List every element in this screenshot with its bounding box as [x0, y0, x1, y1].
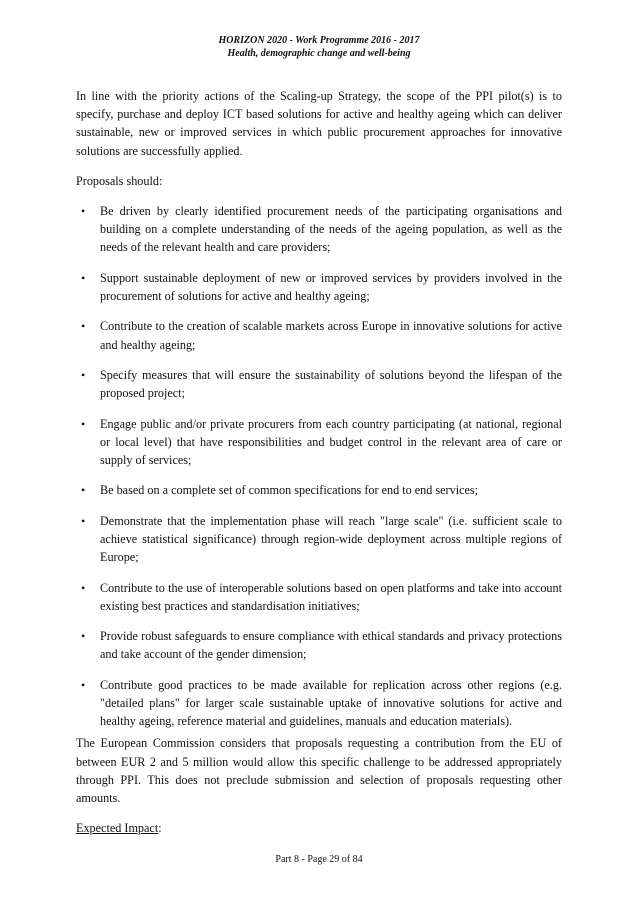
bullet-icon: •: [81, 204, 86, 219]
expected-impact-colon: :: [158, 821, 162, 836]
expected-impact-heading: [76, 819, 562, 837]
bullet-item: [76, 269, 562, 305]
bullet-item: [76, 512, 562, 567]
intro-paragraph: In line with the priority actions of the Scaling-up Strategy, the scope of the PPI pilot(s) is to specify, purchase and deploy ICT based solutions for active and healthy ageing which can deliver sustainable, new or improved services in which public procurement approaches for innovative solutions are successfully applied.: [76, 89, 562, 158]
proposal-bullet-list: [76, 202, 562, 730]
bullet-icon: •: [81, 319, 86, 334]
bullet-text: Support sustainable deployment of new or improved services by providers involved in the procurement of solutions for active and healthy ageing;: [100, 270, 562, 304]
header-programme-title: HORIZON 2020 - Work Programme 2016 - 2017: [218, 35, 420, 46]
bullet-text: Be based on a complete set of common specifications for end to end services;: [100, 483, 479, 498]
bullet-text: Engage public and/or private procurers from each country participating (at national, regional or local level) that have responsibilities and budget control in the relevant area of care or supply of services;: [100, 416, 562, 467]
bullet-text: Contribute good practices to be made available for replication across other regions (e.g. "detailed plans" for larger scale sustainable uptake of innovative solutions for active and healthy ageing, reference material and guidelines, manuals and education materials).: [100, 677, 562, 729]
proposals-heading: Proposals should:: [76, 173, 163, 188]
bullet-item: [76, 627, 562, 663]
bullet-text: Contribute to the use of interoperable solutions based on open platforms and take into account existing best practices and standardisation initiatives;: [100, 580, 562, 613]
header-section-title: Health, demographic change and well-being: [227, 48, 411, 59]
bullet-icon: •: [81, 483, 86, 498]
bullet-icon: •: [81, 368, 86, 382]
document-body: [76, 87, 562, 837]
bullet-text: Specify measures that will ensure the sustainability of solutions beyond the lifespan of the proposed project;: [100, 368, 562, 401]
bullet-icon: •: [81, 270, 86, 285]
bullet-icon: •: [81, 416, 86, 431]
bullet-text: Demonstrate that the implementation phase will reach "large scale" (i.e. sufficient scale to achieve statistical significance) through region-wide deployment across multiple regions of Europe;: [100, 513, 562, 565]
page-footer: Part 8 - Page 29 of 84: [275, 854, 363, 865]
bullet-item: [76, 202, 562, 257]
bullet-text: Be driven by clearly identified procurement needs of the participating organisations and building on a complete understanding of the needs of the ageing population, as well as the needs of the relevant health and care providers;: [100, 204, 562, 255]
commission-paragraph: The European Commission considers that proposals requesting a contribution from the EU of between EUR 2 and 5 million would allow this specific challenge to be addressed appropriately through PPI. This does not preclude submission and selection of proposals requesting other amounts.: [76, 736, 562, 805]
bullet-item: [76, 676, 562, 731]
bullet-item: [76, 481, 562, 499]
bullet-item: [76, 415, 562, 470]
bullet-icon: •: [81, 629, 86, 644]
bullet-item: [76, 366, 562, 402]
page-header: [0, 34, 638, 60]
bullet-item: [76, 579, 562, 615]
bullet-text: Contribute to the creation of scalable markets across Europe in innovative solutions for active and healthy ageing;: [100, 319, 562, 352]
bullet-item: [76, 317, 562, 353]
expected-impact-label: Expected Impact: [76, 821, 159, 836]
bullet-text: Provide robust safeguards to ensure compliance with ethical standards and privacy protections and take account of the gender dimension;: [100, 629, 562, 662]
bullet-icon: •: [81, 677, 86, 692]
bullet-icon: •: [81, 580, 86, 595]
bullet-icon: •: [81, 513, 86, 528]
